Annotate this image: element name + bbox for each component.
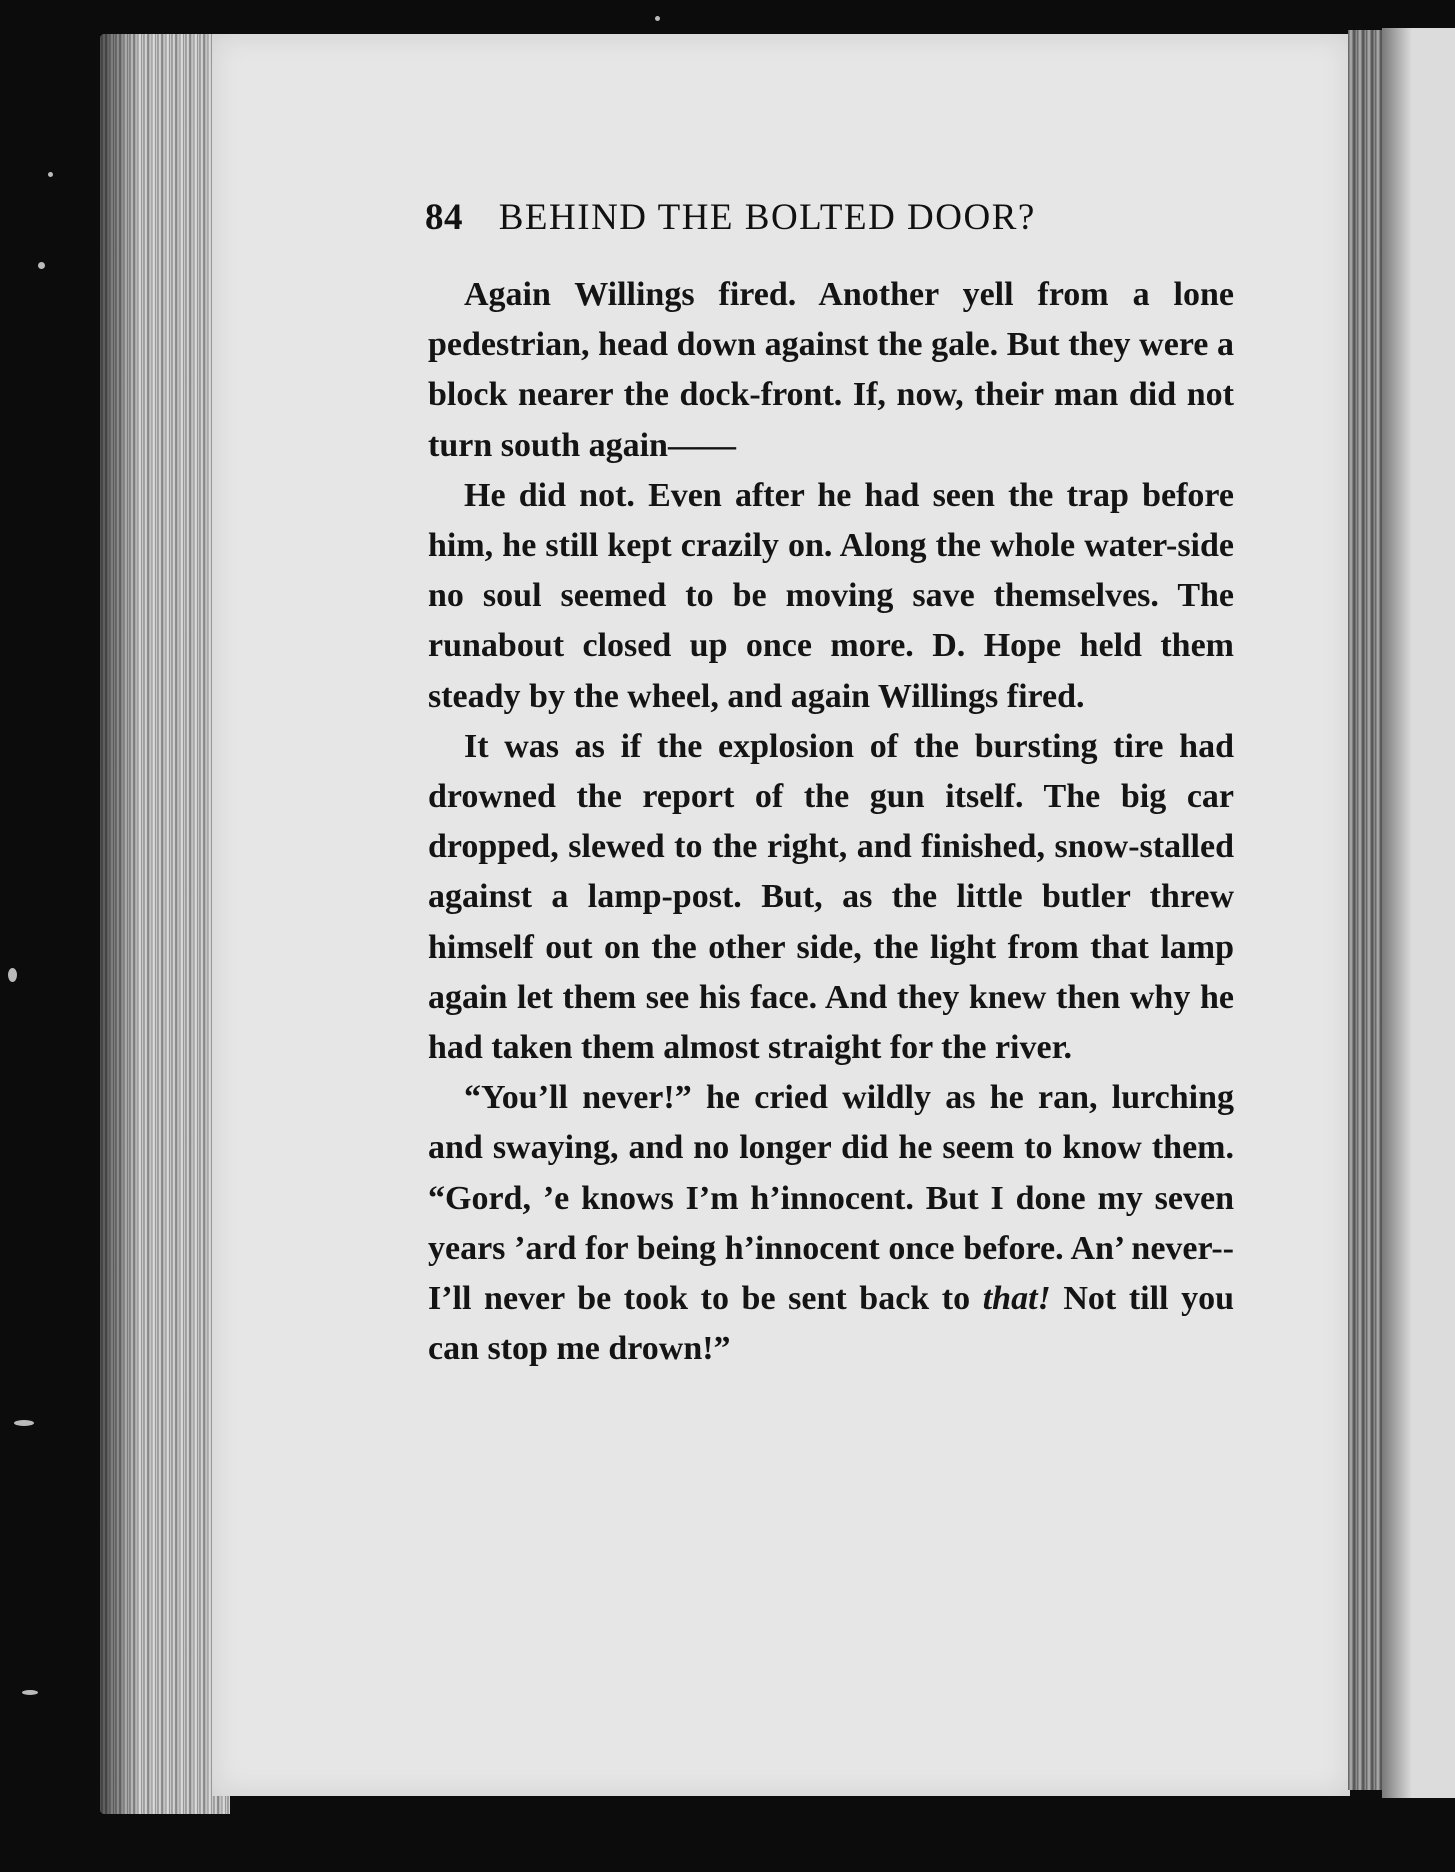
paragraph-4-text: “You’ll never!” he cried wildly as he ran, lurching and swaying, and no longer did he seem to know them. “Gord, ’e knows I’m h’innocent. But I done my seven years ’ard for being h’innocent once before. An’ never--I’ll never be took to be sent back to [428,1079,1234,1318]
paragraph-4-italic: that! [982,1280,1051,1318]
running-head [425,196,1125,239]
body-text [428,270,1234,1374]
paragraph-2: He did not. Even after he had seen the trap before him, he still kept crazily on. Along the whole water-side no soul seemed to be moving save themselves. The runabout closed up once more. D. Hope held them steady by the wheel, and again Willings fired. [428,476,1234,715]
gutter-shadow [100,34,140,1814]
paragraph-4-text-end: Not till you can stop me drown!” [428,1280,1234,1368]
running-title: BEHIND THE BOLTED DOOR? [498,197,1036,238]
paragraph-4 [428,1073,1234,1374]
right-page-edges [1348,30,1382,1790]
facing-page-shadow [1382,28,1412,1798]
paragraph-1: Again Willings fired. Another yell from a lone pedestrian, head down against the gale. But they were a block nearer the dock-front. If, now, their man did not turn south again—— [428,276,1234,464]
page-number: 84 [425,197,463,238]
paragraph-3: It was as if the explosion of the bursting tire had drowned the report of the gun itself. The big car dropped, slewed to the right, and finished, snow-stalled against a lamp-post. But, as the little butler threw himself out on the other side, the light from that lamp again let them see his face. And they knew then why he had taken them almost straight for the river. [428,727,1234,1067]
